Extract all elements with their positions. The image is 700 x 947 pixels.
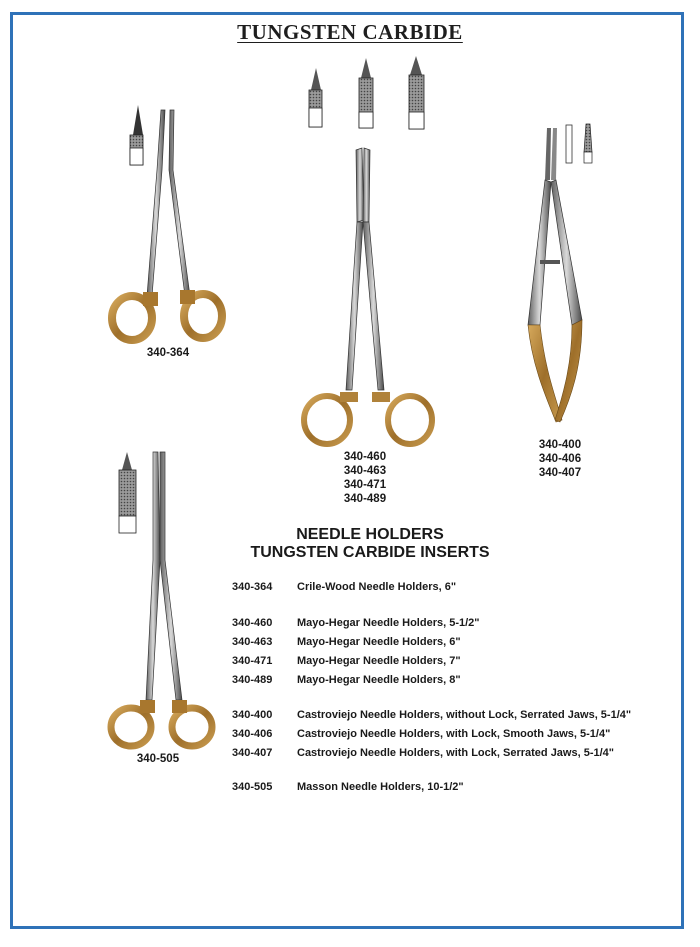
crile-wood-code: 340-364 [146, 347, 190, 359]
mayo-hegar-code-4: 340-489 [343, 493, 387, 505]
castroviejo-code-2: 340-406 [538, 453, 582, 465]
list-item [232, 728, 610, 740]
item-description: Castroviejo Needle Holders, with Lock, Serrated Jaws, 5-1/4" [297, 747, 614, 759]
item-description: Mayo-Hegar Needle Holders, 7" [297, 655, 461, 667]
item-description: Castroviejo Needle Holders, with Lock, Smooth Jaws, 5-1/4" [297, 728, 611, 740]
mayo-hegar-needle-holder-image [304, 56, 432, 444]
section-heading-line1: NEEDLE HOLDERS [296, 526, 444, 543]
list-item [232, 709, 631, 721]
list-item [232, 581, 456, 593]
tip-detail-crile [133, 105, 143, 135]
mayo-hegar-code-3: 340-471 [343, 479, 387, 491]
item-description: Mayo-Hegar Needle Holders, 5-1/2" [297, 617, 480, 629]
item-code: 340-505 [232, 781, 273, 793]
list-item [232, 636, 461, 648]
crile-wood-needle-holder-image [112, 105, 222, 340]
item-code: 340-406 [232, 728, 273, 740]
item-description: Masson Needle Holders, 10-1/2" [297, 781, 464, 793]
item-description: Crile-Wood Needle Holders, 6" [297, 581, 457, 593]
masson-code: 340-505 [136, 753, 180, 765]
list-item [232, 747, 614, 759]
item-code: 340-407 [232, 747, 273, 759]
castroviejo-needle-holder-image [528, 124, 592, 422]
item-description: Mayo-Hegar Needle Holders, 8" [297, 674, 461, 686]
list-item [232, 781, 464, 793]
item-description: Mayo-Hegar Needle Holders, 6" [297, 636, 461, 648]
list-item [232, 674, 461, 686]
mayo-hegar-code-2: 340-463 [343, 465, 387, 477]
item-code: 340-471 [232, 655, 273, 667]
castroviejo-code-3: 340-407 [538, 467, 582, 479]
castroviejo-code-1: 340-400 [538, 439, 582, 451]
item-code: 340-489 [232, 674, 273, 686]
list-item [232, 655, 461, 667]
item-code: 340-460 [232, 617, 273, 629]
masson-needle-holder-image [111, 452, 212, 746]
mayo-hegar-code-1: 340-460 [343, 451, 387, 463]
item-code: 340-364 [232, 581, 273, 593]
item-description: Castroviejo Needle Holders, without Lock, Serrated Jaws, 5-1/4" [297, 709, 632, 721]
section-heading-line2: TUNGSTEN CARBIDE INSERTS [250, 544, 490, 561]
page-title: TUNGSTEN CARBIDE [237, 20, 463, 44]
list-item [232, 617, 480, 629]
item-code: 340-463 [232, 636, 273, 648]
item-code: 340-400 [232, 709, 273, 721]
